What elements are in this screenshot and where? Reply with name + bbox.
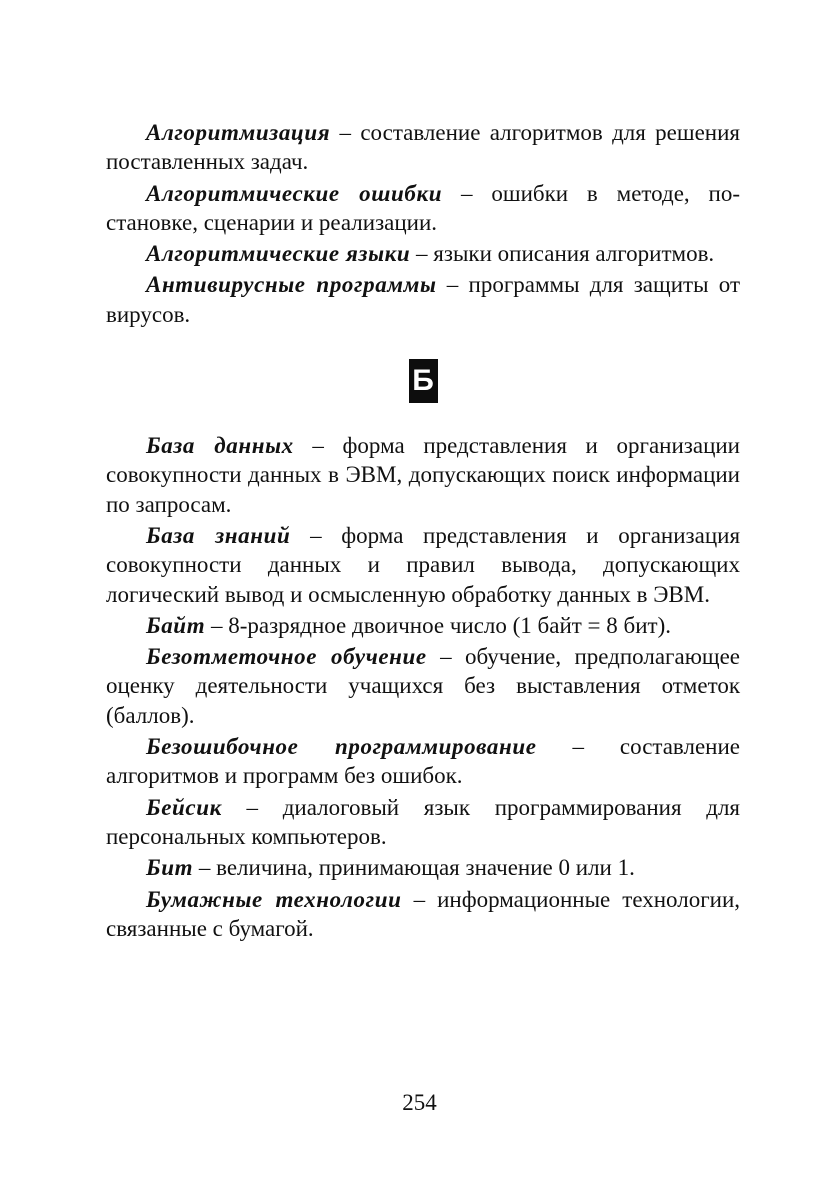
entry-definition: составление алгоритмов для решения поставленных задач. [106, 120, 740, 175]
entry-term: Байт [146, 612, 206, 638]
glossary-entry [106, 642, 740, 730]
glossary-entry [106, 853, 740, 882]
section-letter-wrap [106, 359, 740, 403]
entry-dash: – [310, 522, 322, 548]
entry-dash: – [440, 644, 452, 670]
page-number: 254 [402, 1090, 437, 1115]
glossary-entry [106, 885, 740, 944]
entry-dash: – [210, 612, 223, 638]
entry-dash: – [246, 794, 259, 820]
entry-dash: – [446, 272, 459, 298]
entry-definition: ошибки в методе, постановке, сценарии и реализации. [106, 180, 740, 235]
entry-term: Бейсик [146, 794, 222, 820]
entry-term: Алгоритмические языки [146, 241, 411, 267]
entry-definition: программы для защиты от вирусов. [106, 272, 740, 327]
entry-term: Бумажные технологии [146, 886, 402, 912]
glossary-entry [106, 179, 740, 238]
glossary-entry [106, 732, 740, 791]
entry-definition: 8-разрядное двоичное число (1 байт = 8 бит). [228, 612, 671, 638]
entry-dash: – [198, 855, 211, 881]
entry-definition: обучение, предполагающее оценку деятельности учащихся без выставления отметок (баллов). [106, 644, 741, 728]
entry-dash: – [461, 180, 473, 206]
entry-dash: – [416, 241, 428, 267]
entry-term: Безотметочное обучение [146, 644, 427, 670]
entry-term: Алгоритмические ошибки [146, 180, 443, 206]
glossary-entry [106, 431, 740, 519]
glossary-page [106, 118, 740, 945]
glossary-entry [106, 118, 740, 177]
entry-definition: величина, принимающая значение 0 или 1. [216, 855, 635, 881]
entry-definition: форма представления и организация совокупности данных и правил вывода, допускающих логический вывод и осмысленную обработку данных в ЭВМ. [106, 522, 741, 607]
entry-term: Безошибочное программирование [146, 734, 537, 760]
glossary-entry [106, 793, 740, 852]
entry-dash: – [413, 886, 426, 912]
entry-definition: языки описания алгоритмов. [433, 241, 715, 267]
entry-term: База данных [146, 433, 294, 459]
entry-definition: информационные технологии, связанные с бумагой. [106, 886, 741, 941]
entry-term: База знаний [146, 522, 291, 548]
entry-definition: составление алгоритмов и программ без ошибок. [106, 734, 741, 789]
entry-dash: – [572, 734, 584, 760]
entry-dash: – [339, 120, 351, 145]
entry-definition: форма представления и организации совокупности данных в ЭВМ, допускающих поиск информации по запросам. [106, 433, 740, 517]
entry-term: Алгоритмизация [146, 120, 331, 145]
entry-dash: – [312, 433, 324, 459]
entry-definition: диалоговый язык программирования для персональных компьютеров. [106, 794, 740, 849]
section-letter: Б [409, 359, 438, 403]
entry-term: Бит [146, 855, 194, 881]
glossary-entry [106, 521, 740, 609]
glossary-entry [106, 611, 740, 640]
entry-term: Антивирусные программы [146, 272, 437, 298]
glossary-entry [106, 239, 740, 268]
glossary-entry [106, 270, 740, 329]
